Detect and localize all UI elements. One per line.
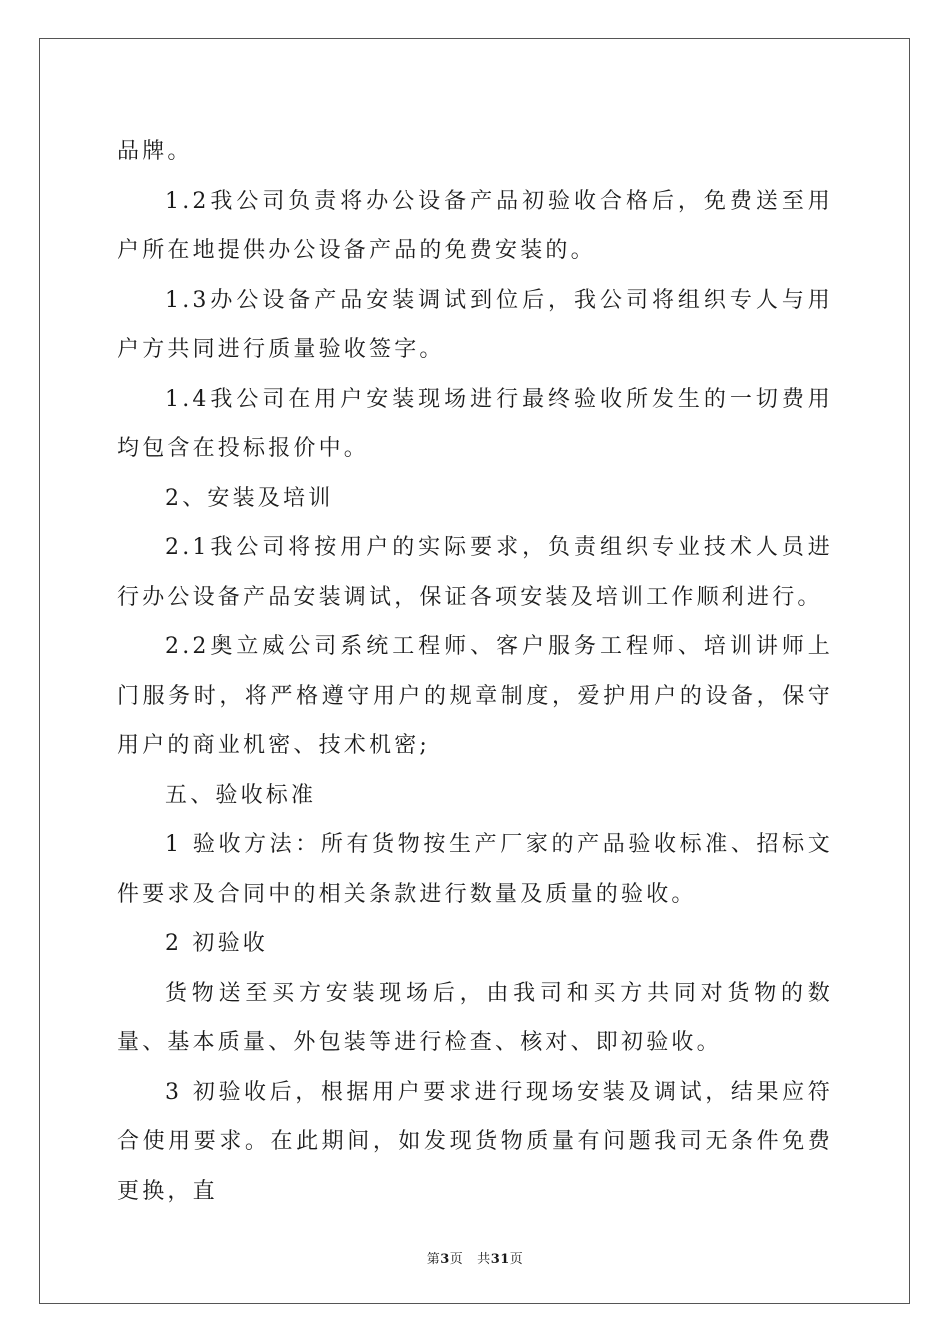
paragraph: 货物送至买方安装现场后，由我司和买方共同对货物的数量、基本质量、外包装等进行检查、核对、即初验收。 [117,980,833,1055]
page-suffix: 页 [449,1252,464,1267]
page-prefix: 第 [426,1252,441,1267]
page-number: 3 [440,1252,450,1267]
paragraph: 1.2我公司负责将办公设备产品初验收合格后，免费送至用户所在地提供办公设备产品的免费安装的。 [117,188,833,263]
document-body [117,127,833,1216]
section-heading: 2、安装及培训 [165,485,334,511]
paragraph: 1.4我公司在用户安装现场进行最终验收所发生的一切费用均包含在投标报价中。 [117,386,833,461]
page-footer [0,1248,950,1267]
paragraph: 3 初验收后，根据用户要求进行现场安装及调试，结果应符合使用要求。在此期间，如发现货物质量有问题我司无条件免费更换，直 [117,1079,833,1204]
section-heading: 2 初验收 [165,931,268,956]
paragraph: 品牌。 [117,139,193,164]
paragraph: 1 验收方法：所有货物按生产厂家的产品验收标准、招标文件要求及合同中的相关条款进行数量及质量的验收。 [117,832,833,907]
section-heading: 五、验收标准 [165,782,317,808]
total-prefix: 共 [477,1252,491,1267]
paragraph: 1.3办公设备产品安装调试到位后，我公司将组织专人与用户方共同进行质量验收签字。 [117,287,833,362]
paragraph: 2.2奥立威公司系统工程师、客户服务工程师、培训讲师上门服务时，将严格遵守用户的规章制度，爱护用户的设备，保守用户的商业机密、技术机密; [117,634,833,758]
paragraph: 2.1我公司将按用户的实际要求，负责组织专业技术人员进行办公设备产品安装调试，保证各项安装及培训工作顺利进行。 [117,535,833,610]
total-pages: 31 [490,1252,510,1267]
total-suffix: 页 [509,1252,524,1267]
